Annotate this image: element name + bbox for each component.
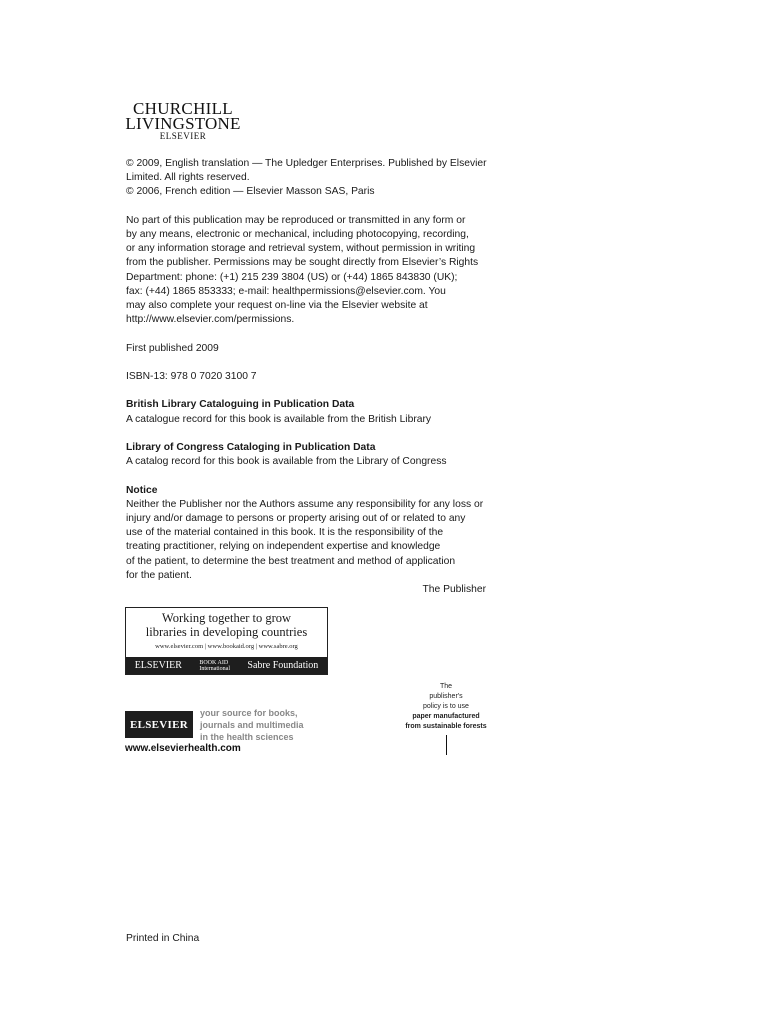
logo-line-3: ELSEVIER bbox=[159, 131, 207, 141]
forest-line: from sustainable forests bbox=[405, 723, 487, 730]
logo-line-1: CHURCHILL bbox=[133, 99, 233, 118]
first-published: First published 2009 bbox=[126, 342, 219, 354]
notice-line: of the patient, to determine the best treatment and method of application bbox=[126, 555, 456, 567]
book-aid-logo-line: BOOK AID bbox=[199, 659, 229, 666]
permissions-line: or any information storage and retrieval system, without permission in writing bbox=[126, 243, 476, 255]
book-aid-urls: www.elsevier.com | www.bookaid.org | www.sabre.org bbox=[155, 643, 298, 650]
sustainable-forests-note bbox=[398, 682, 494, 755]
british-library-text: A catalogue record for this book is available from the British Library bbox=[126, 413, 432, 425]
book-aid-international-logo bbox=[199, 660, 230, 672]
logo-line-2: LIVINGSTONE bbox=[125, 114, 241, 133]
elsevier-health-url: www.elsevierhealth.com bbox=[125, 743, 241, 754]
notice-heading: Notice bbox=[126, 484, 158, 496]
forest-line: The bbox=[439, 683, 453, 690]
tagline-line: journals and multimedia bbox=[200, 720, 304, 730]
copyright-line: © 2009, English translation — The Upledger Enterprises. Published by Elsevier bbox=[126, 158, 487, 169]
notice-line: injury and/or damage to persons or property arising out of or related to any bbox=[126, 512, 466, 524]
isbn: ISBN-13: 978 0 7020 3100 7 bbox=[126, 371, 257, 382]
book-aid-logo-box bbox=[125, 607, 328, 675]
copyright-text-block bbox=[126, 157, 496, 597]
elsevier-box-logo: ELSEVIER bbox=[125, 711, 193, 738]
tagline-line: your source for books, bbox=[200, 708, 298, 718]
book-aid-line-1: Working together to grow bbox=[161, 611, 292, 625]
forest-line: publisher's bbox=[429, 693, 463, 700]
notice-line: treating practitioner, relying on independent expertise and knowledge bbox=[126, 541, 441, 553]
churchill-livingstone-logo bbox=[125, 101, 241, 141]
forest-line: policy is to use bbox=[423, 703, 469, 710]
notice-line: for the patient. bbox=[126, 569, 192, 581]
copyright-line: Limited. All rights reserved. bbox=[126, 172, 250, 184]
book-aid-logo-bar bbox=[126, 657, 327, 674]
british-library-heading: British Library Cataloguing in Publication Data bbox=[126, 399, 355, 411]
library-of-congress-text: A catalog record for this book is available from the Library of Congress bbox=[126, 456, 447, 468]
permissions-line: from the publisher. Permissions may be sought directly from Elsevier’s Rights bbox=[126, 257, 479, 269]
permissions-line: No part of this publication may be reproduced or transmitted in any form or bbox=[126, 214, 466, 226]
permissions-line: http://www.elsevier.com/permissions. bbox=[126, 314, 295, 326]
book-aid-line-2: libraries in developing countries bbox=[145, 625, 308, 639]
permissions-line: by any means, electronic or mechanical, including photocopying, recording, bbox=[126, 229, 469, 240]
permissions-line: Department: phone: (+1) 215 239 3804 (US) or (+44) 1865 843830 (UK); bbox=[126, 271, 458, 283]
forest-line: paper manufactured bbox=[412, 713, 480, 720]
copyright-line: © 2006, French edition — Elsevier Masson SAS, Paris bbox=[126, 186, 375, 198]
book-aid-logo-line: International bbox=[199, 665, 230, 672]
permissions-line: fax: (+44) 1865 853333; e-mail: healthpermissions@elsevier.com. You bbox=[126, 285, 446, 297]
sabre-foundation-logo-text: Sabre Foundation bbox=[247, 660, 319, 671]
forest-tick-mark bbox=[446, 735, 447, 755]
publisher-signature: The Publisher bbox=[422, 584, 486, 595]
elsevier-health-tagline bbox=[200, 707, 350, 743]
tagline-line: in the health sciences bbox=[200, 732, 294, 742]
library-of-congress-heading: Library of Congress Cataloging in Publication Data bbox=[126, 441, 376, 453]
permissions-line: may also complete your request on-line via the Elsevier website at bbox=[126, 300, 428, 312]
printed-in: Printed in China bbox=[126, 933, 200, 944]
notice-line: Neither the Publisher nor the Authors assume any responsibility for any loss or bbox=[126, 498, 484, 510]
notice-line: use of the material contained in this book. It is the responsibility of the bbox=[126, 527, 444, 539]
elsevier-logo-text: ELSEVIER bbox=[134, 660, 182, 671]
